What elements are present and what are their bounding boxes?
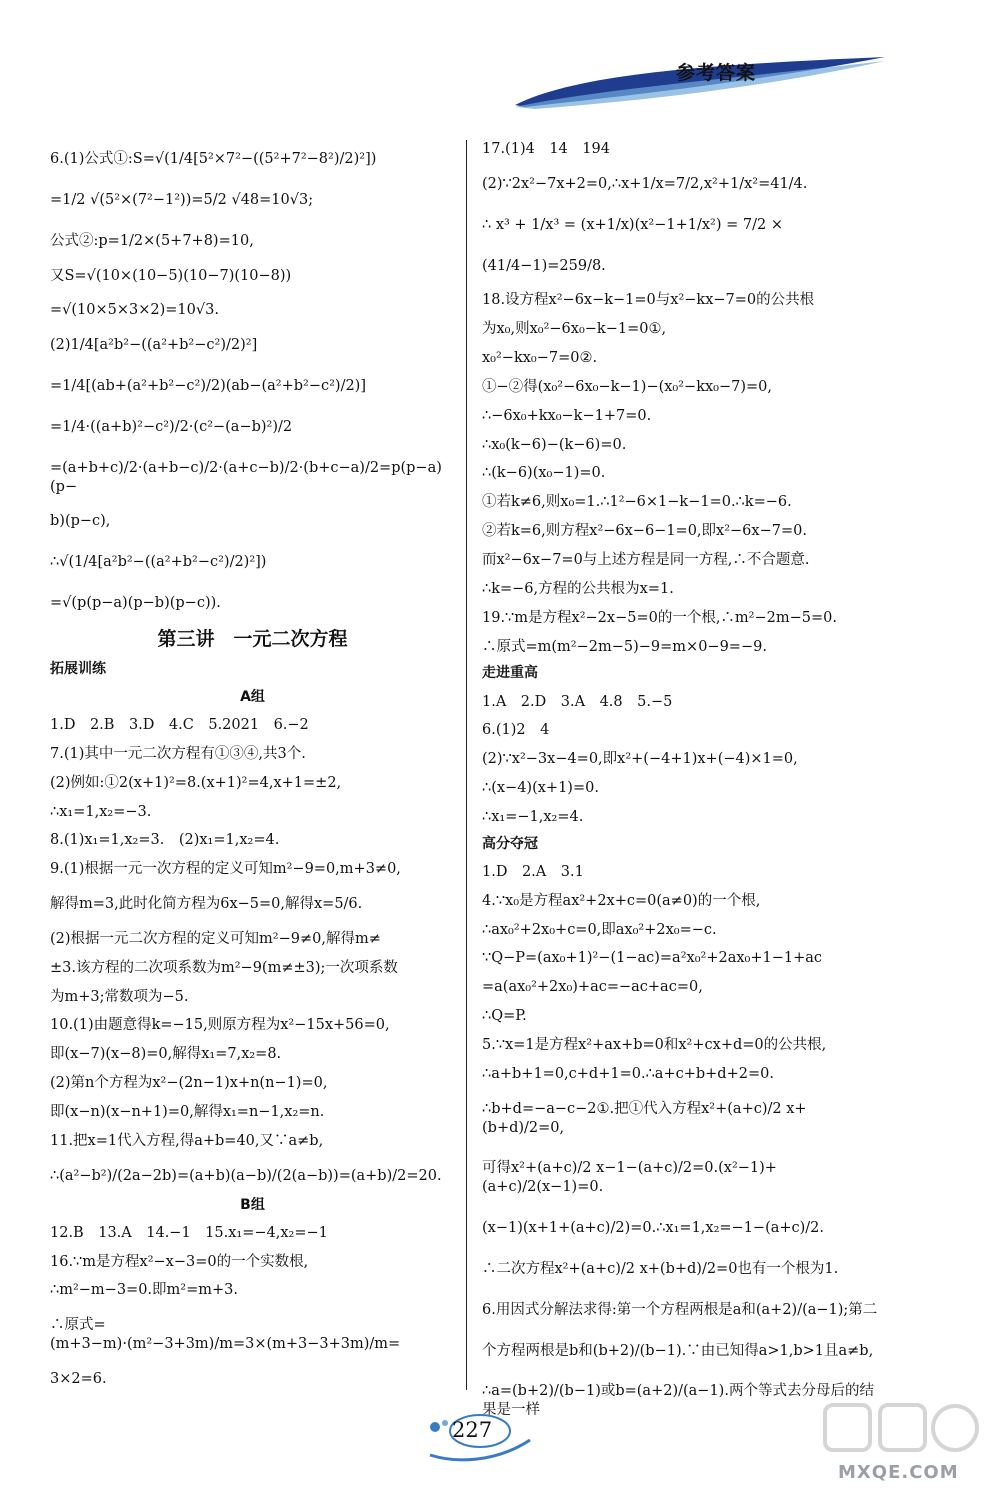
left-line: =1/4·((a+b)²−c²)/2·(c²−(a−b)²)/2 xyxy=(50,418,293,435)
right-line: ②若k=6,则方程x²−6x−6−1=0,即x²−6x−7=0. xyxy=(482,523,807,540)
left-line: (2)根据一元二次方程的定义可知m²−9≠0,解得m≠ xyxy=(50,930,381,947)
right-line: ∴−6x₀+kx₀−k−1+7=0. xyxy=(482,407,652,424)
left-line: 10.(1)由题意得k=−15,则原方程为x²−15x+56=0, xyxy=(50,1017,390,1034)
right-line: (41/4−1)=259/8. xyxy=(482,257,606,274)
left-line: 又S=√(10×(10−5)(10−7)(10−8)) xyxy=(50,267,292,284)
chapter-title: 第三讲 一元二次方程 xyxy=(157,627,348,650)
left-line: =(a+b+c)/2·(a+b−c)/2·(a+c−b)/2·(b+c−a)/2=p(p−a)(p− xyxy=(50,459,442,495)
right-line: ∴二次方程x²+(a+c)/2 x+(b+d)/2=0也有一个根为1. xyxy=(482,1260,839,1277)
right-line: 可得x²+(a+c)/2 x−1−(a+c)/2=0.(x²−1)+(a+c)/2(x−1)=0. xyxy=(482,1160,777,1196)
left-line: ±3.该方程的二次项系数为m²−9(m≠±3);一次项系数 xyxy=(50,959,398,976)
left-line: 即(x−7)(x−8)=0,解得x₁=7,x₂=8. xyxy=(50,1046,282,1063)
left-line: (2)1/4[a²b²−((a²+b²−c²)/2)²] xyxy=(50,337,258,354)
right-line: 18.设方程x²−6x−k−1=0与x²−kx−7=0的公共根 xyxy=(482,292,815,309)
left-line: =1/4[(ab+(a²+b²−c²)/2)(ab−(a²+b²−c²)/2)] xyxy=(50,378,366,395)
group-a-heading: A组 xyxy=(240,688,265,705)
left-line: b)(p−c), xyxy=(50,513,111,530)
right-line: ∴ x³ + 1/x³ = (x+1/x)(x²−1+1/x²) = 7/2 × xyxy=(482,216,783,233)
right-line: ①−②得(x₀²−6x₀−k−1)−(x₀²−kx₀−7)=0, xyxy=(482,378,772,395)
left-line: 9.(1)根据一元一次方程的定义可知m²−9=0,m+3≠0, xyxy=(50,861,401,878)
right-line: (x−1)(x+1+(a+c)/2)=0.∴x₁=1,x₂=−1−(a+c)/2. xyxy=(482,1220,825,1237)
left-line: 11.把x=1代入方程,得a+b=40,又∵a≠b, xyxy=(50,1132,324,1149)
left-line: =1/2 √(5²×(7²−1²))=5/2 √48=10√3; xyxy=(50,191,314,208)
right-line: 1.A 2.D 3.A 4.8 5.−5 xyxy=(482,693,673,710)
left-column xyxy=(50,140,455,1389)
group-b-heading: B组 xyxy=(240,1196,265,1213)
right-line: ①若k≠6,则x₀=1.∴1²−6×1−k−1=0.∴k=−6. xyxy=(482,494,792,511)
section-tuozhan: 拓展训练 xyxy=(50,660,106,677)
right-line: 17.(1)4 14 194 xyxy=(482,141,610,157)
left-line: ∴m²−m−3=0.即m²=m+3. xyxy=(50,1282,238,1299)
section-zoujin: 走进重高 xyxy=(482,665,538,682)
left-line: ∴(a²−b²)/(2a−2b)=(a+b)(a−b)/(2(a−b))=(a+b)/2=20. xyxy=(50,1167,442,1184)
page-number: 227 xyxy=(452,1418,493,1442)
right-line: ∴x₁=−1,x₂=4. xyxy=(482,808,584,825)
right-line: 19.∵m是方程x²−2x−5=0的一个根,∴m²−2m−5=0. xyxy=(482,609,837,626)
right-line: ∴Q=P. xyxy=(482,1008,527,1025)
right-line: 个方程两根是b和(b+2)/(b−1).∵由已知得a>1,b>1且a≠b, xyxy=(482,1342,874,1359)
right-line: ∴a=(b+2)/(b−1)或b=(a+2)/(a−1).两个等式去分母后的结果是一样 xyxy=(482,1383,874,1419)
right-line: ∴k=−6,方程的公共根为x=1. xyxy=(482,580,674,597)
right-line: 1.D 2.A 3.1 xyxy=(482,863,584,880)
right-line: ∴x₀(k−6)−(k−6)=0. xyxy=(482,436,627,453)
left-line: 公式②:p=1/2×(5+7+8)=10, xyxy=(50,232,254,249)
left-line: 8.(1)x₁=1,x₂=3. (2)x₁=1,x₂=4. xyxy=(50,832,280,849)
left-line: ∴原式=(m+3−m)·(m²−3+3m)/m=3×(m+3−3+3m)/m= xyxy=(50,1317,401,1353)
right-line: ∴b+d=−a−c−2①.把①代入方程x²+(a+c)/2 x+(b+d)/2=0, xyxy=(482,1100,807,1136)
left-line: 解得m=3,此时化简方程为6x−5=0,解得x=5/6. xyxy=(50,896,363,913)
left-line: 6.(1)公式①:S=√(1/4[5²×7²−((5²+7²−8²)/2)²]) xyxy=(50,151,377,167)
right-line: 为x₀,则x₀²−6x₀−k−1=0①, xyxy=(482,321,667,338)
left-line: 16.∵m是方程x²−x−3=0的一个实数根, xyxy=(50,1253,309,1270)
right-line: ∴原式=m(m²−2m−5)−9=m×0−9=−9. xyxy=(482,638,767,655)
header-title: 参考答案 xyxy=(676,62,757,84)
right-line: (2)∵x²−3x−4=0,即x²+(−4+1)x+(−4)×1=0, xyxy=(482,751,798,768)
left-line: 7.(1)其中一元二次方程有①③④,共3个. xyxy=(50,745,306,762)
right-line: 而x²−6x−7=0与上述方程是同一方程,∴不合题意. xyxy=(482,551,810,568)
right-line: ∵Q−P=(ax₀+1)²−(1−ac)=a²x₀²+2ax₀+1−1+ac xyxy=(482,950,822,967)
right-line: ∴(x−4)(x+1)=0. xyxy=(482,780,599,797)
left-line: 即(x−n)(x−n+1)=0,解得x₁=n−1,x₂=n. xyxy=(50,1104,325,1120)
left-line: ∴x₁=1,x₂=−3. xyxy=(50,803,152,820)
left-line: =√(10×5×3×2)=10√3. xyxy=(50,302,219,319)
left-line: (2)例如:①2(x+1)²=8.(x+1)²=4,x+1=±2, xyxy=(50,774,342,791)
left-line: =√(p(p−a)(p−b)(p−c)). xyxy=(50,595,221,612)
section-gaofen: 高分夺冠 xyxy=(482,835,538,852)
right-line: 6.(1)2 4 xyxy=(482,722,550,739)
left-line: 3×2=6. xyxy=(50,1370,107,1387)
right-column xyxy=(482,140,887,1420)
right-line: ∴(k−6)(x₀−1)=0. xyxy=(482,465,606,482)
left-line: 为m+3;常数项为−5. xyxy=(50,988,189,1005)
right-line: =a(ax₀²+2x₀)+ac=−ac+ac=0, xyxy=(482,979,703,996)
watermark-text: MXQE.COM xyxy=(838,1462,959,1483)
right-line: 4.∵x₀是方程ax²+2x+c=0(a≠0)的一个根, xyxy=(482,892,761,909)
left-line: 12.B 13.A 14.−1 15.x₁=−4,x₂=−1 xyxy=(50,1224,328,1241)
right-line: x₀²−kx₀−7=0②. xyxy=(482,350,598,367)
left-line: 1.D 2.B 3.D 4.C 5.2021 6.−2 xyxy=(50,717,309,734)
right-line: 6.用因式分解法求得:第一个方程两根是a和(a+2)/(a−1);第二 xyxy=(482,1301,878,1318)
left-line: ∴√(1/4[a²b²−((a²+b²−c²)/2)²]) xyxy=(50,554,267,571)
right-line: 5.∵x=1是方程x²+ax+b=0和x²+cx+d=0的公共根, xyxy=(482,1037,827,1053)
column-divider xyxy=(466,140,467,1390)
right-line: ∴a+b+1=0,c+d+1=0.∴a+c+b+d+2=0. xyxy=(482,1065,774,1082)
right-line: (2)∵2x²−7x+2=0,∴x+1/x=7/2,x²+1/x²=41/4. xyxy=(482,175,808,192)
left-line: (2)第n个方程为x²−(2n−1)x+n(n−1)=0, xyxy=(50,1075,328,1092)
right-line: ∴ax₀²+2x₀+c=0,即ax₀²+2x₀=−c. xyxy=(482,921,717,938)
